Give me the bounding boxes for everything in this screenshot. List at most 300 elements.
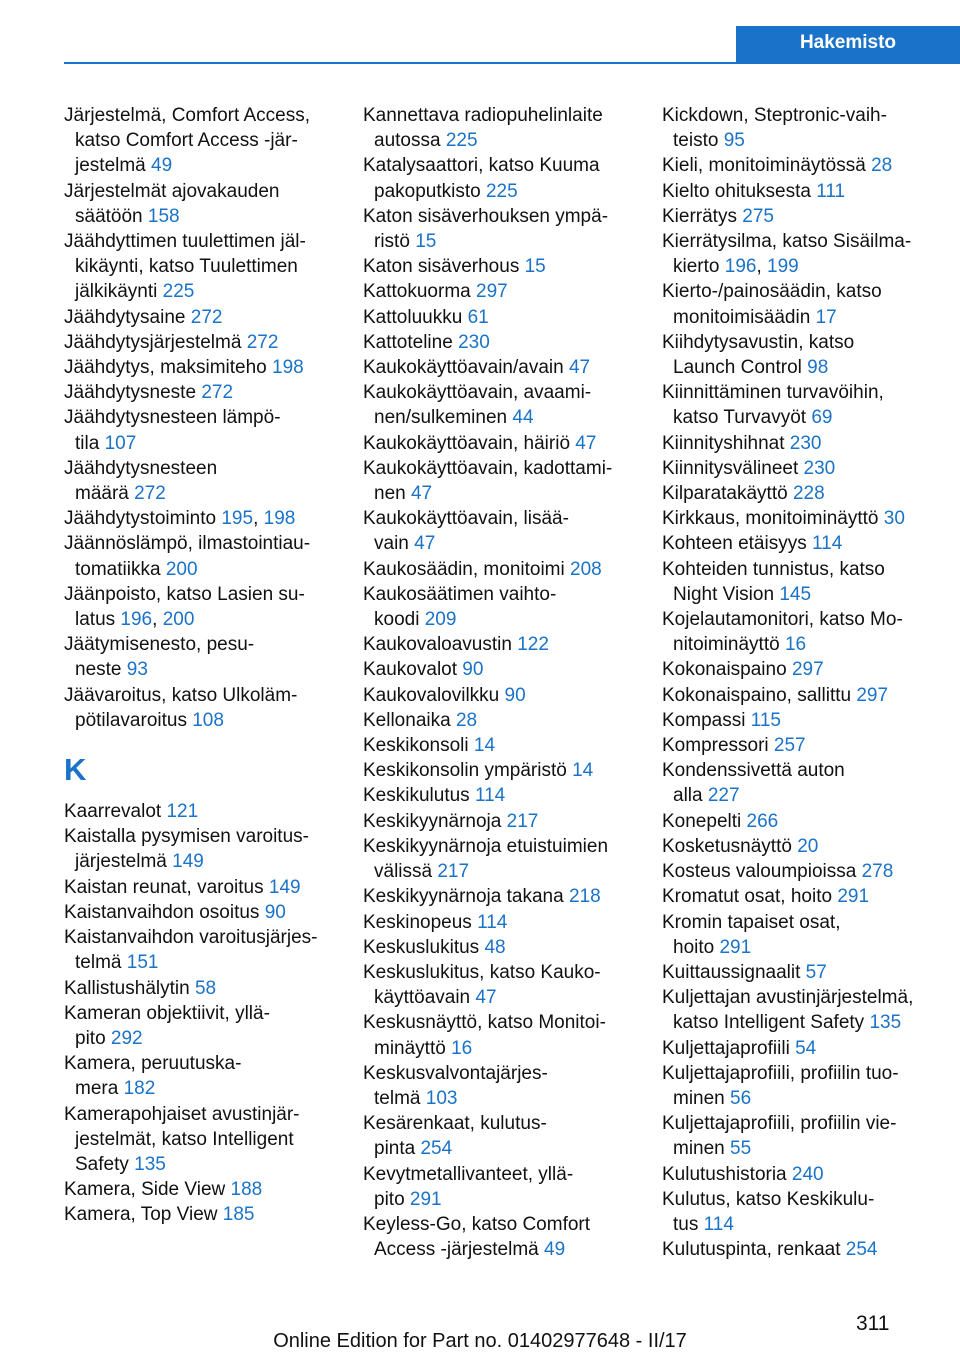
page-link[interactable]: 291 [837,886,870,908]
page-link[interactable]: 151 [126,952,159,974]
entry-text: Keskikyynärnoja [363,810,507,832]
page-link[interactable]: 275 [742,205,774,227]
entry-text: nitoiminäyttö [673,634,785,656]
page-link[interactable]: 200 [165,558,198,580]
page-link[interactable]: 114 [811,533,843,555]
index-entry [662,481,956,506]
page-link[interactable]: 114 [474,785,506,807]
section-letter: K [64,752,87,788]
page-link[interactable]: 69 [811,407,833,429]
entry-text: Keskusvalvontajärjes- [363,1062,548,1084]
page-link[interactable]: 195 [221,508,254,530]
index-entry [363,380,653,430]
page-link[interactable]: 57 [805,961,827,983]
page-link[interactable]: 54 [795,1037,817,1059]
page-link[interactable]: 225 [445,130,478,152]
entry-text: Kokonaispaino, sallittu [662,684,857,706]
page-link[interactable]: 47 [475,987,497,1009]
page-number: 311 [856,1312,890,1335]
index-entry [64,355,354,380]
page-link[interactable]: 90 [504,684,526,706]
entry-text: Kaukovaloavustin [363,634,518,656]
page-link[interactable]: 114 [477,911,508,933]
page-link[interactable]: 272 [201,382,234,404]
page-link[interactable]: 297 [476,281,508,303]
page-link[interactable]: 47 [414,533,436,555]
entry-text: mera [75,1078,124,1100]
entry-text: ristö [374,231,416,253]
index-entry [363,632,653,657]
index-entry [64,925,354,975]
entry-text: alla [673,785,708,807]
entry-text: Kulutuspinta, renkaat [662,1239,846,1261]
entry-text: Launch Control [673,357,808,379]
entry-text: Kickdown, Steptronic-vaih- [662,105,887,126]
page-link[interactable]: 198 [272,357,304,379]
index-entry [64,330,354,355]
entry-text: neste [75,659,127,681]
page-link[interactable]: 198 [263,508,296,530]
page-link[interactable]: 28 [455,709,478,731]
index-entry [64,1102,354,1178]
index-column-2 [363,103,653,1262]
index-entry [363,1212,653,1262]
index-entry [662,733,956,758]
page-link[interactable]: 108 [192,709,224,731]
page-link[interactable]: 16 [451,1037,473,1059]
entry-text: Kiinnityshihnat [662,432,790,454]
index-entry [662,859,956,884]
index-entry [363,355,653,380]
index-entry [363,884,653,909]
entry-text: minen [673,1138,731,1160]
page-link[interactable]: 56 [730,1087,752,1109]
entry-text: Kaistanvaihdon osoitus [64,901,265,923]
entry-text: Kuljettajaprofiili, profiilin vie- [662,1113,897,1135]
entry-text: Kameran objektiivit, yllä- [64,1002,270,1024]
entry-text: latus [75,609,121,631]
index-entry [64,1001,354,1051]
index-entry [662,758,956,808]
index-entry [662,683,956,708]
index-entry [662,1061,956,1111]
page-link[interactable]: 225 [162,281,195,303]
page-link[interactable]: 90 [462,659,484,681]
index-entry [363,783,653,808]
entry-text: Kulutushistoria [662,1163,792,1185]
page-link[interactable]: 266 [746,810,779,832]
entry-text: Kaukokäyttöavain, häiriö [363,432,576,454]
entry-text: teisto [673,130,724,152]
page-link[interactable]: 95 [723,130,745,152]
index-entry [64,1177,354,1202]
index-entry [64,229,354,305]
page-link[interactable]: 15 [524,256,546,278]
header-rule [64,62,960,64]
index-entry [363,456,653,506]
entry-text: Jäänpoisto, katso Lasien su- [64,583,305,605]
index-entry [363,557,653,582]
entry-text: Jäähdytysaine [64,306,191,328]
entry-text: kikäynti, katso Tuulettimen [75,256,298,278]
entry-text: pito [75,1027,111,1049]
index-entry [662,153,956,178]
page-link[interactable]: 158 [147,205,180,227]
entry-text: Kallistushälytin [64,977,195,999]
index-entry [363,431,653,456]
page-link[interactable]: 297 [856,684,889,706]
index-entry [363,809,653,834]
entry-text: minäyttö [374,1037,452,1059]
page-separator: , [756,256,768,278]
index-entry [662,506,956,531]
page-link[interactable]: 188 [230,1179,263,1201]
page-link[interactable]: 111 [816,180,846,202]
index-entry [64,1051,354,1101]
entry-text: Katalysaattori, katso Kuuma [363,155,600,177]
index-entry [64,179,354,229]
page-link[interactable]: 225 [485,180,518,202]
entry-text: Kirkkaus, monitoiminäyttö [662,508,884,530]
index-entry [662,103,956,153]
page-link[interactable]: 291 [719,936,752,958]
index-entry [662,1036,956,1061]
index-entry [662,708,956,733]
entry-text: Kaistanvaihdon varoitusjärjes- [64,927,318,949]
page-link[interactable]: 14 [473,735,496,757]
index-entry [662,229,956,279]
index-entry [363,204,653,254]
page-link[interactable]: 297 [791,659,824,681]
index-entry [64,799,354,824]
index-entry [363,305,653,330]
index-entry [662,330,956,380]
page-link[interactable]: 272 [134,483,166,505]
entry-text: järjestelmä [75,851,173,873]
index-entry [363,1111,653,1161]
page-link[interactable]: 58 [194,977,217,999]
page-link[interactable]: 218 [568,886,601,908]
index-entry [64,506,354,531]
entry-text: Jäähdyttimen tuulettimen jäl- [64,231,306,253]
index-entry [662,1237,956,1262]
page-link[interactable]: 122 [517,634,549,656]
index-entry [363,1162,653,1212]
page-link[interactable]: 182 [123,1078,156,1100]
page-link[interactable]: 28 [871,155,893,177]
entry-text: Kaukovalovilkku [363,684,505,706]
page-link[interactable]: 135 [869,1012,902,1034]
index-entry [363,1061,653,1111]
index-entry [662,204,956,229]
entry-text: Kevytmetallivanteet, yllä- [363,1163,574,1185]
page-link[interactable]: 185 [222,1204,255,1226]
index-entry [64,380,354,405]
entry-text: nen [374,483,411,505]
index-entry [363,254,653,279]
entry-text: Kulutus, katso Keskikulu- [662,1188,875,1210]
page-link[interactable]: 14 [572,760,594,782]
page-link[interactable]: 47 [410,483,433,505]
page-link[interactable]: 230 [458,331,490,353]
entry-text: Kiihdytysavustin, katso [662,331,855,353]
entry-text: Kokonaispaino [662,659,792,681]
entry-text: Kierto-/painosäädin, katso [662,281,882,303]
index-entry [662,809,956,834]
index-entry [662,431,956,456]
entry-text: telmä [374,1087,426,1109]
entry-text: Järjestelmä, Comfort Access, [64,105,311,126]
entry-text: Jäähdytystoiminto [64,508,222,530]
page-link[interactable]: 196 [724,256,757,278]
page-link[interactable]: 17 [815,306,837,328]
index-entry [363,279,653,304]
index-entry [64,875,354,900]
entry-text: Katon sisäverhouksen ympä- [363,205,609,227]
entry-text: pito [374,1188,410,1210]
page-link[interactable]: 107 [104,432,137,454]
entry-text: Kiinnittäminen turvavöihin, [662,382,884,404]
index-entry [662,279,956,329]
entry-text: Kompressori [662,735,774,757]
page-link[interactable]: 16 [784,634,807,656]
page-link[interactable]: 20 [797,835,819,857]
index-entry [64,456,354,506]
entry-text: välissä [374,861,438,883]
index-entry [662,985,956,1035]
page-link[interactable]: 200 [162,609,195,631]
entry-text: Safety [75,1153,135,1175]
page-link[interactable]: 254 [845,1239,878,1261]
entry-text: jestelmä [75,155,152,177]
entry-text: Kohteen etäisyys [662,533,812,555]
page-link[interactable]: 149 [268,876,301,898]
page-link[interactable]: 145 [779,583,812,605]
index-entry [662,557,956,607]
page-link[interactable]: 217 [506,810,539,832]
entry-text: Kattoluukku [363,306,468,328]
index-entry [662,657,956,682]
page-link[interactable]: 115 [750,709,781,731]
page-link[interactable]: 49 [544,1239,566,1261]
entry-text: Kamera, peruutuska- [64,1053,242,1075]
entry-text: jestelmät, katso Intelligent [75,1128,294,1150]
entry-text: käyttöavain [374,987,476,1009]
page-link[interactable]: 47 [575,432,597,454]
index-entry [363,834,653,884]
entry-text: pinta [374,1138,421,1160]
index-column-1 [64,103,354,1228]
entry-text: Keskikyynärnoja etuistuimien [363,835,609,857]
page-separator: , [253,508,264,530]
header-bar [0,0,960,62]
index-entry [363,103,653,153]
index-entry [662,607,956,657]
index-entry [662,834,956,859]
entry-text: Keskusnäyttö, katso Monitoi- [363,1012,606,1034]
page-link[interactable]: 272 [246,331,279,353]
index-entry [662,531,956,556]
index-entry [662,960,956,985]
page-link[interactable]: 208 [570,558,602,580]
entry-text: määrä [75,483,135,505]
page-link[interactable]: 114 [703,1213,734,1235]
entry-text: tus [673,1213,704,1235]
entry-text: vain [374,533,415,555]
entry-text: Kesärenkaat, kulutus- [363,1113,547,1135]
page-link[interactable]: 217 [437,861,470,883]
entry-text: Access -järjestelmä [374,1239,544,1261]
index-entry [662,380,956,430]
index-entry [363,1010,653,1060]
page-link[interactable]: 98 [807,357,829,379]
page-link[interactable]: 272 [190,306,223,328]
entry-text: Kaukosäädin, monitoimi [363,558,570,580]
page-link[interactable]: 48 [484,936,506,958]
tab-kaikki-a-o[interactable]: Kaikki A:sta Ö:hön [541,32,711,53]
index-entry [662,456,956,481]
index-entry [662,1111,956,1161]
entry-text: Kattoteline [363,331,459,353]
entry-text: katso Turvavyöt [673,407,812,429]
entry-text: Jäähdytys, maksimiteho [64,357,273,379]
page-link[interactable]: 230 [803,457,836,479]
index-entry [64,405,354,455]
page-link[interactable]: 230 [789,432,822,454]
entry-text: Kompassi [662,709,751,731]
page-link[interactable]: 292 [110,1027,143,1049]
page-link[interactable]: 228 [792,483,825,505]
index-entry [662,1187,956,1237]
entry-text: Keskikonsoli [363,735,474,757]
entry-text: jälkikäynti [75,281,163,303]
entry-text: koodi [374,609,425,631]
page-link[interactable]: 55 [730,1138,752,1160]
index-entry [363,960,653,1010]
index-entry [363,910,653,935]
entry-text: Kieli, monitoiminäytössä [662,155,872,177]
page-link[interactable]: 291 [409,1188,442,1210]
index-entry [64,531,354,581]
page-link[interactable]: 93 [126,659,148,681]
index-entry [662,1162,956,1187]
entry-text: Keskikulutus [363,785,475,807]
entry-text: Kaukokäyttöavain/avain [363,357,569,379]
page-link[interactable]: 49 [151,155,173,177]
page-separator: , [152,609,163,631]
entry-text: Jäähdytysnesteen [64,457,218,479]
entry-text: Kosketusnäyttö [662,835,798,857]
entry-text: Kierrätysilma, katso Sisäilma- [662,231,912,253]
index-entry [363,582,653,632]
entry-text: Jäähdytysjärjestelmä [64,331,247,353]
entry-text: katso Comfort Access -jär- [75,130,298,152]
entry-text: Kaukokäyttöavain, lisää- [363,508,569,530]
entry-text: pötilavaroitus [75,709,193,731]
entry-text: Kamera, Top View [64,1204,223,1226]
index-entry [363,153,653,203]
entry-text: hoito [673,936,720,958]
entry-text: Kuljettajan avustinjärjestelmä, [662,987,914,1009]
index-entry [363,683,653,708]
page-link[interactable]: 90 [264,901,286,923]
page-link[interactable]: 240 [791,1163,824,1185]
entry-text: Keskuslukitus, katso Kauko- [363,961,601,983]
page-link[interactable]: 227 [707,785,740,807]
entry-text: Keyless-Go, katso Comfort [363,1213,591,1235]
entry-text: kierto [673,256,725,278]
entry-text: Kohteiden tunnistus, katso [662,558,885,580]
entry-text: pakoputkisto [374,180,486,202]
entry-text: Kuittaussignaalit [662,961,806,983]
entry-text: Kaarrevalot [64,801,167,823]
page-link[interactable]: 254 [420,1138,453,1160]
page-link[interactable]: 47 [568,357,591,379]
entry-text: Kaukokäyttöavain, kadottami- [363,457,613,479]
entry-text: Keskikyynärnoja takana [363,886,569,908]
page-link[interactable]: 278 [861,861,894,883]
entry-text: Kromatut osat, hoito [662,886,838,908]
entry-text: Kuljettajaprofiili, profiilin tuo- [662,1062,899,1084]
index-entry [662,910,956,960]
page-link[interactable]: 149 [172,851,204,873]
entry-text: Konepelti [662,810,747,832]
index-entry [64,1202,354,1227]
entry-text: Kojelautamonitori, katso Mo- [662,609,903,631]
page-link[interactable]: 209 [424,609,457,631]
index-entry [363,758,653,783]
page-link[interactable]: 199 [767,256,799,278]
page-link[interactable]: 135 [134,1153,166,1175]
page-link[interactable]: 196 [120,609,153,631]
entry-text: Kromin tapaiset osat, [662,911,841,933]
page-link[interactable]: 61 [467,306,489,328]
entry-text: Jäähdytysneste [64,382,202,404]
page-link[interactable]: 257 [773,735,806,757]
entry-text: Jäävaroitus, katso Ulkoläm- [64,684,298,706]
index-entry [363,657,653,682]
entry-text: tila [75,432,105,454]
tab-hakemisto[interactable]: Hakemisto [736,26,960,62]
entry-text: Kierrätys [662,205,743,227]
entry-text: Katon sisäverhous [363,256,525,278]
entry-text: Jäähdytysnesteen lämpö- [64,407,281,429]
index-entry [64,632,354,682]
index-entry [363,733,653,758]
entry-text: nen/sulkeminen [374,407,513,429]
page-link[interactable]: 30 [883,508,905,530]
index-entry [363,506,653,556]
entry-text: säätöön [75,205,148,227]
entry-text: Kamera, Side View [64,1179,231,1201]
entry-text: Kaukovalot [363,659,463,681]
page-link[interactable]: 15 [415,231,437,253]
page-link[interactable]: 44 [512,407,534,429]
page-link[interactable]: 103 [425,1087,458,1109]
entry-text: autossa [374,130,446,152]
entry-text: Kilparatakäyttö [662,483,793,505]
entry-text: Kondenssivettä auton [662,760,845,782]
entry-text: Kosteus valoumpioissa [662,861,862,883]
entry-text: Kattokuorma [363,281,476,303]
entry-text: telmä [75,952,127,974]
index-entry [662,179,956,204]
entry-text: Keskuslukitus [363,936,485,958]
entry-text: Kiinnitysvälineet [662,457,804,479]
entry-text: minen [673,1087,731,1109]
entry-text: Kaistan reunat, varoitus [64,876,269,898]
page-link[interactable]: 121 [166,801,199,823]
